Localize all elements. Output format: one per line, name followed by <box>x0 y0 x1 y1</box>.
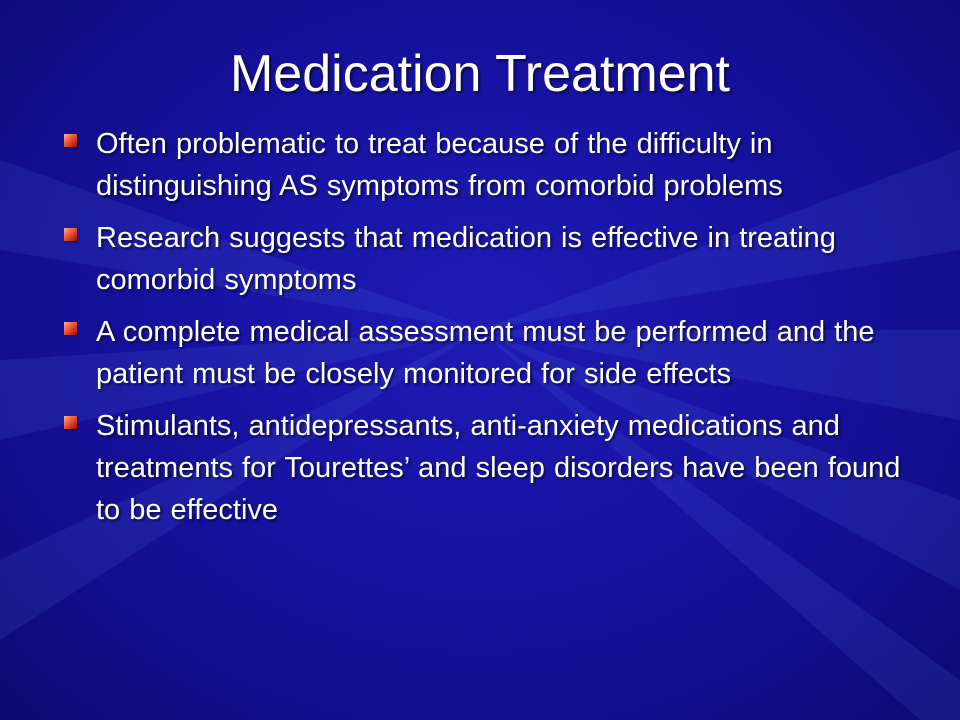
square-bullet-icon <box>64 228 77 241</box>
bullet-text: Stimulants, antidepressants, anti-anxiety medications and treatments for Tourettes’ and sleep disorders have been found to be effective <box>96 410 901 526</box>
slide-title: Medication Treatment <box>229 45 731 103</box>
square-bullet-icon <box>64 322 77 335</box>
bullet-item <box>60 217 920 301</box>
bullet-list <box>60 123 920 541</box>
bullet-item <box>60 123 920 207</box>
bullet-item <box>60 311 920 395</box>
square-bullet-icon <box>64 134 77 147</box>
bullet-text: Often problematic to treat because of the difficulty in distinguishing AS symptoms from comorbid problems <box>96 128 783 202</box>
bullet-text: Research suggests that medication is effective in treating comorbid symptoms <box>96 222 836 296</box>
bullet-text: A complete medical assessment must be performed and the patient must be closely monitored for side effects <box>96 316 875 390</box>
bullet-item <box>60 405 920 531</box>
square-bullet-icon <box>64 416 77 429</box>
